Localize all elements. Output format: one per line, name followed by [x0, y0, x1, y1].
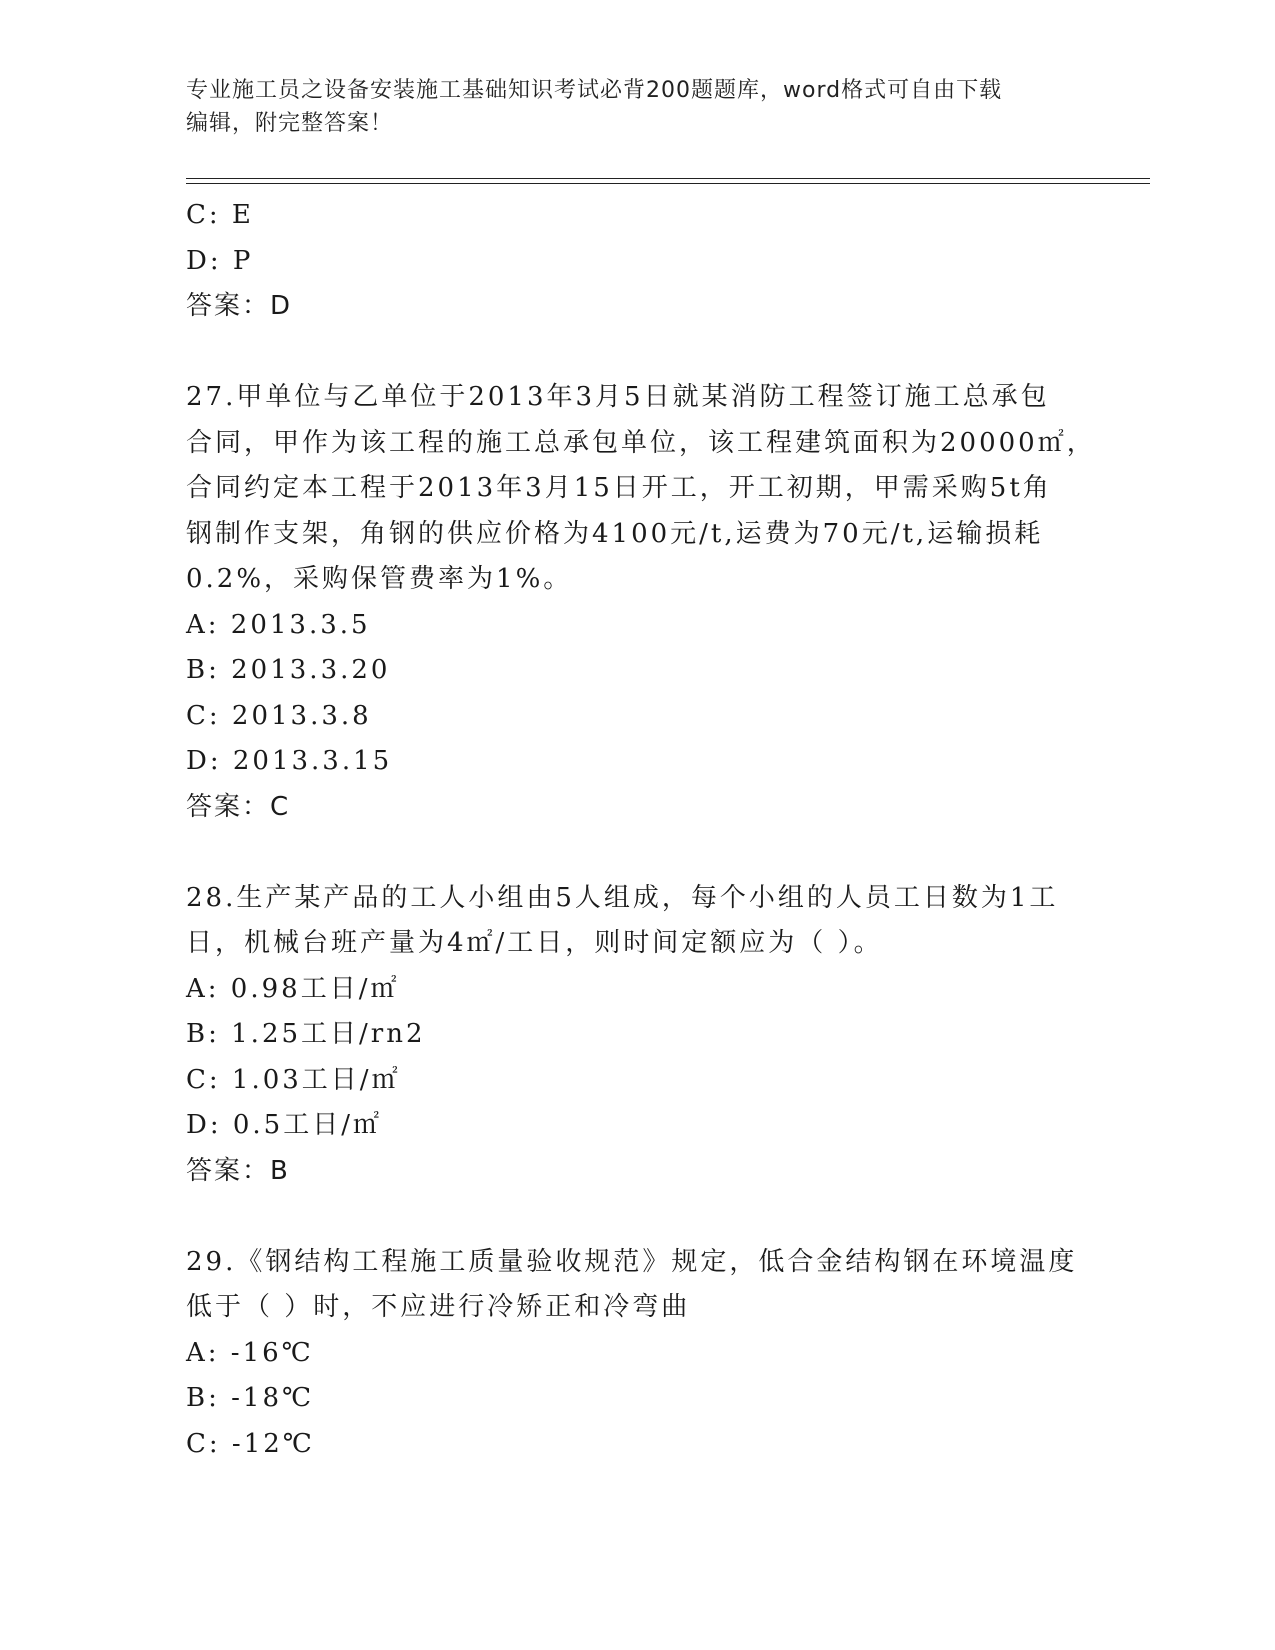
spacer	[186, 1194, 1086, 1240]
header-title-line-1: 专业施工员之设备安装施工基础知识考试必背200题题库，word格式可自由下载	[186, 78, 1003, 103]
document-header	[186, 74, 1066, 140]
option-c: C: 1.03工日/㎡	[186, 1064, 401, 1095]
question-26-tail	[186, 193, 1086, 330]
answer-line: 答案：C	[186, 791, 291, 822]
question-list	[186, 193, 1096, 1467]
question-text-line: 日，机械台班产量为4㎡/工日，则时间定额应为（ ）。	[186, 928, 883, 958]
option-c: C: 2013.3.8	[186, 700, 372, 731]
option-a: A: -16℃	[186, 1337, 314, 1368]
option-b: B: -18℃	[186, 1383, 315, 1413]
option-c: C: E	[186, 200, 254, 230]
question-text-line: 0.2%，采购保管费率为1%。	[186, 564, 573, 594]
spacer	[186, 330, 1086, 376]
header-divider-bottom	[186, 183, 1150, 184]
option-d: D: 2013.3.15	[186, 746, 393, 776]
header-title-line-2: 编辑，附完整答案！	[186, 111, 394, 136]
answer-line: 答案：B	[186, 1155, 290, 1186]
question-text-line: 钢制作支架，角钢的供应价格为4100元/t,运费为70元/t,运输损耗	[186, 518, 1044, 549]
question-29	[186, 1240, 1086, 1468]
question-text-line: 合同，甲作为该工程的施工总承包单位，该工程建筑面积为20000㎡，	[186, 427, 1096, 458]
option-a: A: 2013.3.5	[186, 609, 371, 640]
question-text-line: 低于（ ）时，不应进行冷矫正和冷弯曲	[186, 1292, 691, 1322]
header-divider-top	[186, 178, 1150, 179]
question-text-line: 合同约定本工程于2013年3月15日开工，开工初期，甲需采购5t角	[186, 473, 1052, 503]
option-b: B: 1.25工日/rn2	[186, 1019, 426, 1049]
question-text-line: 27.甲单位与乙单位于2013年3月5日就某消防工程签订施工总承包	[186, 382, 1050, 412]
spacer	[186, 830, 1086, 876]
question-28	[186, 876, 1086, 1195]
option-d: D: P	[186, 245, 254, 276]
answer-line: 答案：D	[186, 291, 293, 321]
option-c: C: -12℃	[186, 1428, 315, 1459]
question-text-line: 28.生产某产品的工人小组由5人组成，每个小组的人员工日数为1工	[186, 882, 1059, 913]
option-a: A: 0.98工日/㎡	[186, 973, 400, 1004]
option-d: D: 0.5工日/㎡	[186, 1110, 382, 1140]
question-text-line: 29.《钢结构工程施工质量验收规范》规定，低合金结构钢在环境温度	[186, 1246, 1078, 1277]
question-27	[186, 375, 1096, 830]
option-b: B: 2013.3.20	[186, 655, 391, 685]
